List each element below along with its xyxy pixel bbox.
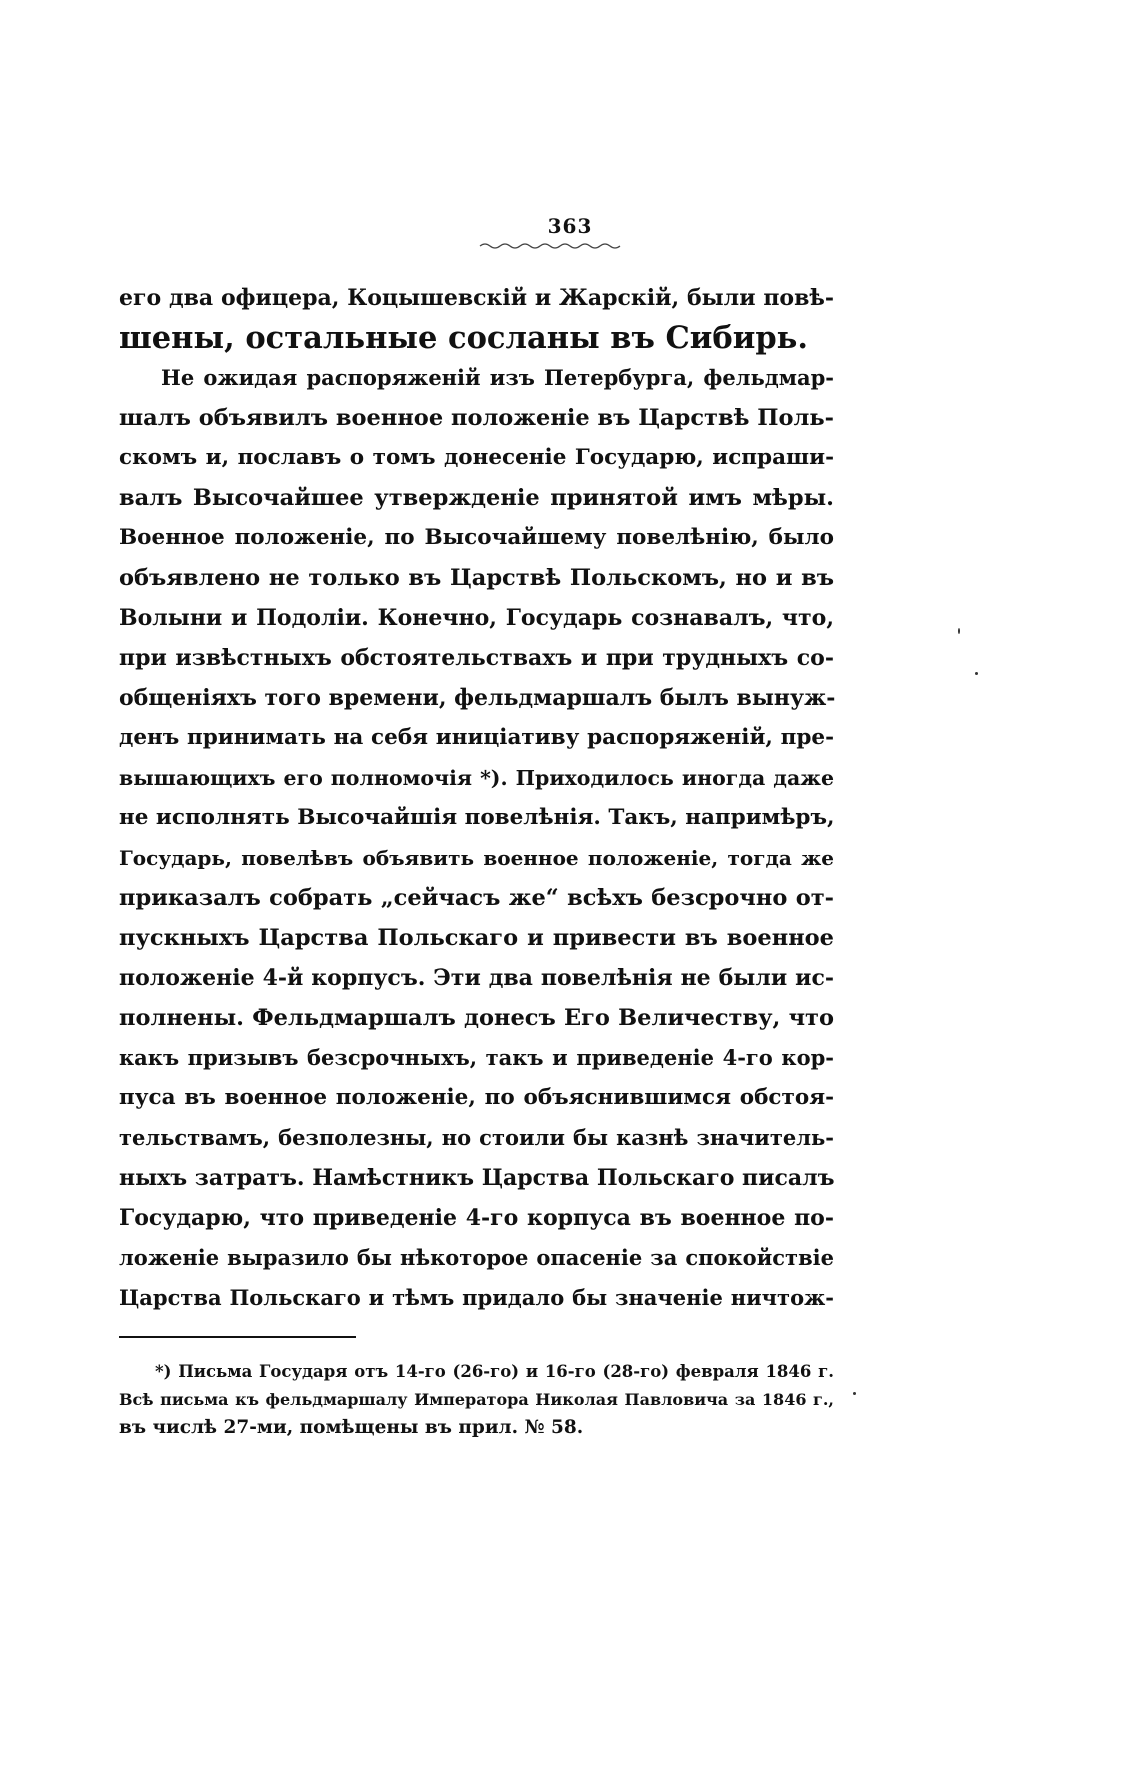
body-line: Государю, что приведеніе 4-го корпуса въ военное по- — [119, 1205, 834, 1231]
print-speck — [975, 672, 978, 675]
print-speck — [958, 628, 960, 634]
body-line: при извѣстныхъ обстоятельствахъ и при трудныхъ со- — [119, 645, 834, 671]
body-line: общеніяхъ того времени, фельдмаршалъ былъ вынуж- — [119, 685, 836, 711]
body-line: Государь, повелѣвъ объявить военное положеніе, тогда же — [119, 846, 834, 870]
footnote-line: *) Письма Государя отъ 14-го (26-го) и 16-го (28-го) февраля 1846 г. — [155, 1362, 834, 1381]
body-line: какъ призывъ безсрочныхъ, такъ и приведеніе 4-го кор- — [119, 1045, 834, 1070]
body-line: денъ принимать на себя иниціативу распоряженій, пре- — [119, 725, 834, 750]
print-speck — [853, 1392, 856, 1395]
body-line: шены, остальные сосланы въ Сибирь. — [119, 320, 809, 356]
body-line: ныхъ затратъ. Намѣстникъ Царства Польскаго писалъ — [119, 1165, 835, 1191]
body-line: пуса въ военное положеніе, по объяснившимся обстоя- — [119, 1085, 834, 1110]
page-number: 363 — [547, 214, 593, 238]
body-line: валъ Высочайшее утвержденіе принятой имъ мѣры. — [119, 485, 834, 511]
body-line: приказалъ собрать „сейчасъ же“ всѣхъ безсрочно от- — [119, 885, 834, 911]
body-line: полнены. Фельдмаршалъ донесъ Его Величеству, что — [119, 1005, 834, 1031]
wavy-ornament-icon — [480, 242, 620, 250]
body-line: пускныхъ Царства Польскаго и привести въ военное — [119, 925, 834, 951]
body-line: его два офицера, Коцышевскій и Жарскій, были повѣ- — [119, 285, 834, 311]
body-line: скомъ и, пославъ о томъ донесеніе Государю, испраши- — [119, 445, 834, 470]
body-line: Военное положеніе, по Высочайшему повелѣнію, было — [119, 525, 834, 550]
body-line: не исполнять Высочайшія повелѣнія. Такъ, напримѣръ, — [119, 805, 835, 830]
body-line: ложеніе выразило бы нѣкоторое опасеніе за спокойствіе — [119, 1245, 834, 1270]
footnote-line: въ числѣ 27-ми, помѣщены въ прил. № 58. — [119, 1417, 584, 1438]
body-line: объявлено не только въ Царствѣ Польскомъ, но и въ — [119, 565, 834, 591]
body-line: тельствамъ, безполезны, но стоили бы казнѣ значитель- — [119, 1125, 834, 1150]
body-line: шалъ объявилъ военное положеніе въ Царствѣ Поль- — [119, 405, 834, 431]
footnote-line: Всѣ письма къ фельдмаршалу Императора Николая Павловича за 1846 г., — [119, 1390, 834, 1409]
body-line: Не ожидая распоряженій изъ Петербурга, фельдмар- — [161, 365, 834, 390]
footnote-divider — [119, 1336, 356, 1338]
body-line: Волыни и Подоліи. Конечно, Государь сознавалъ, что, — [119, 605, 834, 631]
body-line: положеніе 4-й корпусъ. Эти два повелѣнія не были ис- — [119, 965, 834, 991]
body-line: вышающихъ его полномочія *). Приходилось иногда даже — [119, 766, 834, 790]
body-line: Царства Польскаго и тѣмъ придало бы значеніе ничтож- — [119, 1285, 834, 1310]
